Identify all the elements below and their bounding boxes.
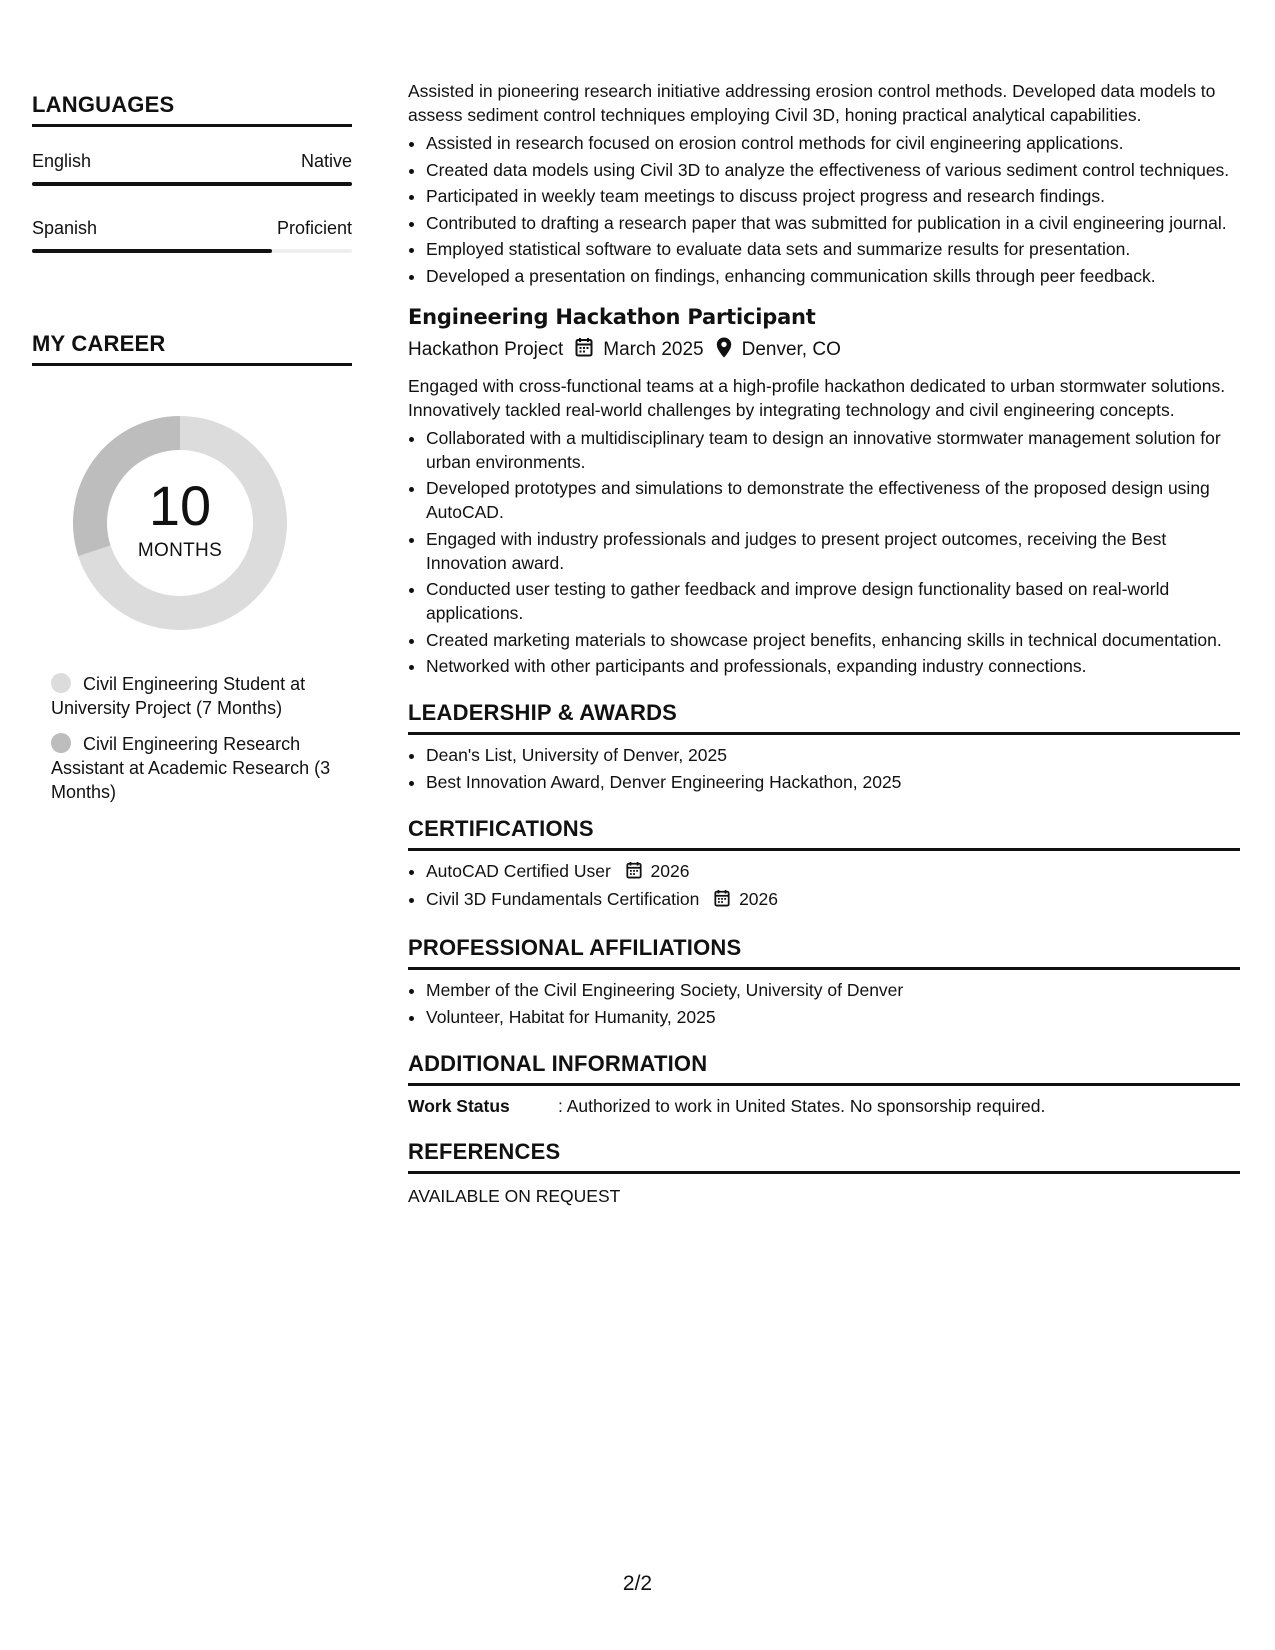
job-date: March 2025 bbox=[603, 339, 704, 360]
calendar-icon bbox=[714, 889, 730, 913]
career-total-unit: MONTHS bbox=[137, 540, 223, 561]
language-bar-fill bbox=[32, 182, 352, 186]
list-item: • Created data models using Civil 3D to analyze the effectiveness of various sediment control techniques. bbox=[426, 158, 1240, 182]
career-total-value: 10 bbox=[148, 474, 212, 537]
job-bullets bbox=[408, 426, 1240, 679]
certification-name: Civil 3D Fundamentals Certification bbox=[426, 889, 700, 909]
page-number: 2/2 bbox=[622, 1572, 653, 1595]
section-title: LEADERSHIP & AWARDS bbox=[408, 700, 1240, 735]
legend-label: Civil Engineering Student at University Project (7 Months) bbox=[51, 674, 306, 718]
certification-year: 2026 bbox=[739, 889, 778, 909]
language-item-spanish bbox=[32, 218, 352, 253]
work-status-value: : Authorized to work in United States. No sponsorship required. bbox=[558, 1095, 1046, 1116]
job-bullets bbox=[408, 131, 1240, 288]
calendar-icon bbox=[626, 861, 642, 885]
certification-year: 2026 bbox=[650, 860, 690, 881]
work-status-label: Work Status bbox=[408, 1095, 510, 1116]
language-bar-fill bbox=[32, 249, 272, 253]
job-location: Denver, CO bbox=[741, 339, 841, 360]
language-name: English bbox=[32, 151, 92, 171]
list-item bbox=[426, 859, 1240, 885]
list-item: • Assisted in research focused on erosion control methods for civil engineering applications. bbox=[426, 131, 1240, 155]
list-item: • Developed a presentation on findings, enhancing communication skills through peer feedback. bbox=[426, 264, 1240, 288]
list-item: • Volunteer, Habitat for Humanity, 2025 bbox=[426, 1005, 1240, 1029]
affiliations-section bbox=[408, 935, 1240, 1029]
languages-title: LANGUAGES bbox=[32, 92, 352, 127]
list-item: • Dean's List, University of Denver, 2025 bbox=[426, 743, 1240, 767]
section-title: PROFESSIONAL AFFILIATIONS bbox=[408, 935, 1240, 970]
section-title: ADDITIONAL INFORMATION bbox=[408, 1051, 1240, 1086]
list-item: • Participated in weekly team meetings to discuss project progress and research findings. bbox=[426, 184, 1240, 208]
language-level: Native bbox=[300, 151, 352, 171]
list-item: • Best Innovation Award, Denver Engineering Hackathon, 2025 bbox=[426, 770, 1240, 794]
section-title: CERTIFICATIONS bbox=[408, 816, 1240, 851]
leadership-section bbox=[408, 700, 1240, 794]
legend-item bbox=[51, 732, 341, 804]
job-summary: Assisted in pioneering research initiative addressing erosion control methods. Developed data models to assess sediment control techniques employing Civil 3D, honing practical analytical capabilities. bbox=[408, 81, 1216, 125]
language-name: Spanish bbox=[32, 218, 98, 238]
list-item: • Contributed to drafting a research paper that was submitted for publication in a civil engineering journal. bbox=[426, 211, 1240, 235]
career-title: MY CAREER bbox=[32, 331, 352, 366]
list-item: • Networked with other participants and professionals, expanding industry connections. bbox=[426, 654, 1240, 678]
legend-dot bbox=[51, 673, 71, 693]
references-text: AVAILABLE ON REQUEST bbox=[408, 1185, 621, 1206]
job-summary: Engaged with cross-functional teams at a high-profile hackathon dedicated to urban stormwater solutions. Innovatively tackled real-world challenges by integrating technology and civil engineering concepts. bbox=[408, 375, 1226, 420]
list-item: • Collaborated with a multidisciplinary team to design an innovative stormwater management solution for urban environments. bbox=[426, 426, 1240, 474]
section-title: REFERENCES bbox=[408, 1139, 1240, 1174]
list-item: • Conducted user testing to gather feedback and improve design functionality based on real-world applications. bbox=[426, 577, 1240, 625]
list-item: • Employed statistical software to evaluate data sets and summarize results for presentation. bbox=[426, 237, 1240, 261]
certifications-section bbox=[408, 816, 1240, 914]
language-level: Proficient bbox=[276, 218, 352, 238]
list-item: • Member of the Civil Engineering Society, University of Denver bbox=[426, 978, 1240, 1002]
language-bar bbox=[32, 249, 352, 253]
job-title: Engineering Hackathon Participant bbox=[408, 304, 816, 329]
job-company: Hackathon Project bbox=[408, 339, 564, 360]
legend-item bbox=[51, 672, 341, 720]
list-item: • Engaged with industry professionals and judges to present project outcomes, receiving the Best Innovation award. bbox=[426, 527, 1240, 575]
left-column bbox=[32, 92, 352, 816]
calendar-icon bbox=[575, 337, 593, 363]
references-section bbox=[408, 1139, 1240, 1207]
career-donut-chart bbox=[67, 410, 293, 636]
right-column bbox=[408, 79, 1240, 1207]
job-meta bbox=[408, 337, 1240, 364]
certification-name: AutoCAD Certified User bbox=[426, 860, 611, 881]
legend-label: Civil Engineering Research Assistant at Academic Research (3 Months) bbox=[51, 734, 331, 802]
list-item bbox=[426, 887, 1240, 913]
language-bar bbox=[32, 182, 352, 186]
career-legend bbox=[51, 672, 341, 804]
additional-info-section bbox=[408, 1051, 1240, 1117]
legend-dot bbox=[51, 733, 71, 753]
list-item: • Created marketing materials to showcase project benefits, enhancing skills in technical documentation. bbox=[426, 628, 1240, 652]
location-pin-icon bbox=[716, 337, 732, 364]
language-item-english bbox=[32, 151, 352, 186]
list-item: • Developed prototypes and simulations to demonstrate the effectiveness of the proposed design using AutoCAD. bbox=[426, 476, 1240, 524]
